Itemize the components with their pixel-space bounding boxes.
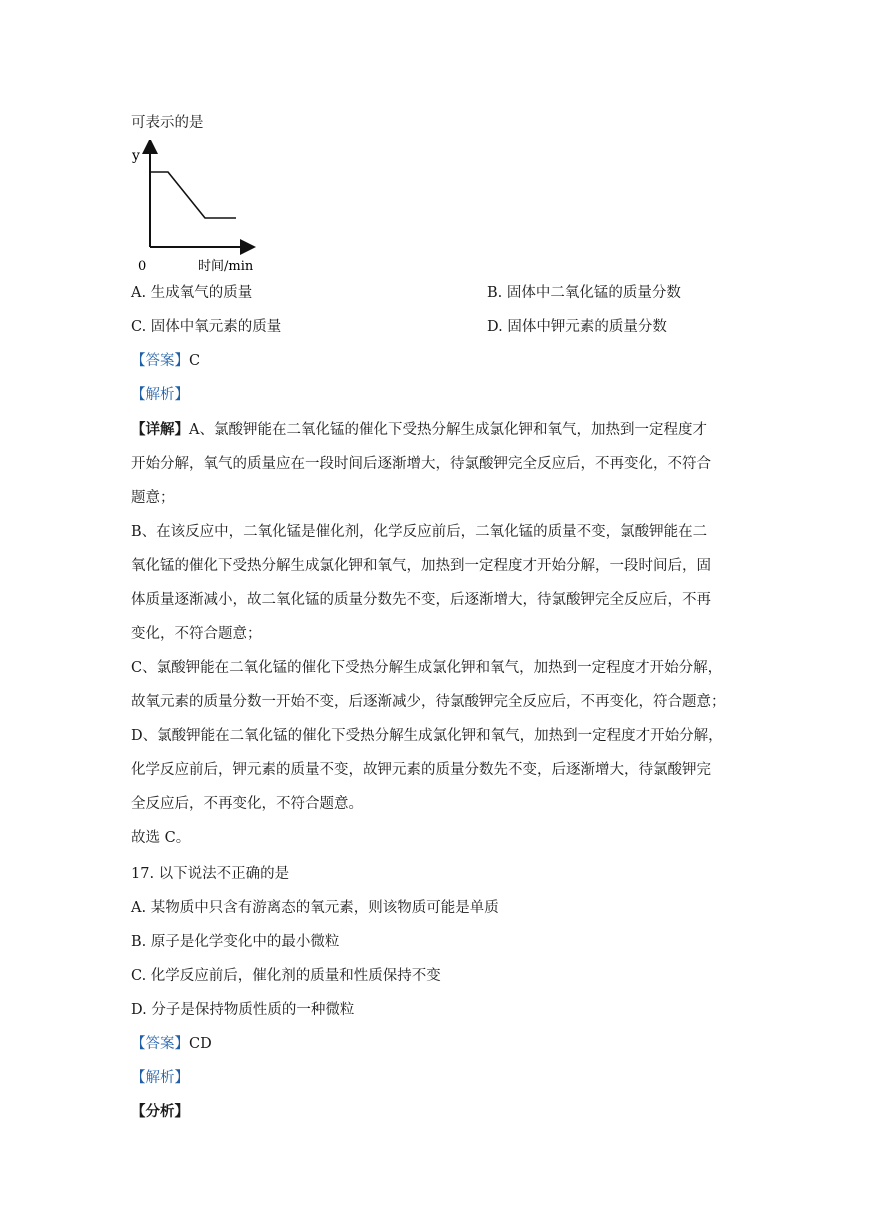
q17-answer-value: CD [189,1036,212,1052]
detail-line: 【详解】A、氯酸钾能在二氧化锰的催化下受热分解生成氯化钾和氧气，加热到一定程度才 [131,421,707,438]
origin-label: 0 [138,259,147,274]
option-b: B. 固体中二氧化锰的质量分数 [487,285,681,301]
x-axis-label: 时间/min [198,259,254,274]
answer-value: C [189,353,201,369]
question-17 [131,857,741,1129]
option-a: A. 生成氧气的质量 [131,285,253,301]
graph-svg [128,140,268,274]
detail-line: 全反应后，不再变化，不符合题意。 [131,796,363,812]
detail-line: 题意； [131,490,175,506]
option-c: C. 固体中氧元素的质量 [131,319,282,335]
detail-line: C、氯酸钾能在二氧化锰的催化下受热分解生成氯化钾和氧气，加热到一定程度才开始分解， [131,660,723,676]
detail-line: 变化，不符合题意； [131,626,262,642]
detail-line: B、在该反应中，二氧化锰是催化剂，化学反应前后，二氧化锰的质量不变，氯酸钾能在二 [131,524,708,540]
question-stem-tail: 可表示的是 [131,115,204,131]
answer-line [131,346,200,376]
option-d: D. 固体中钾元素的质量分数 [487,319,667,335]
q17-option-a: A. 某物质中只含有游离态的氧元素，则该物质可能是单质 [131,900,499,916]
answer-tag: 【答案】 [131,353,189,369]
q17-answer-line [131,1027,741,1061]
y-axis-label: y [132,148,140,164]
conclusion-line: 故选 C。 [131,830,191,846]
detail-paragraph [131,413,741,855]
detail-line: 故氧元素的质量分数一开始不变，后逐渐减少，待氯酸钾完全反应后，不再变化，符合题意； [131,694,726,710]
detail-line: 开始分解，氧气的质量应在一段时间后逐渐增大，待氯酸钾完全反应后，不再变化，不符合 [131,456,711,472]
q17-analysis-tag: 【解析】 [131,1070,189,1086]
q17-answer-tag: 【答案】 [131,1036,189,1052]
analysis-tag: 【解析】 [131,387,189,403]
y-vs-time-graph [128,140,268,278]
detail-line: 体质量逐渐减小，故二氧化锰的质量分数先不变，后逐渐增大，待氯酸钾完全反应后，不再 [131,592,711,608]
q17-fenxi-tag: 【分析】 [131,1103,189,1120]
q17-option-c: C. 化学反应前后，催化剂的质量和性质保持不变 [131,968,441,984]
detail-tag: 【详解】 [131,421,189,438]
detail-line: D、氯酸钾能在二氧化锰的催化下受热分解生成氯化钾和氧气，加热到一定程度才开始分解， [131,728,723,744]
detail-line: 氧化锰的催化下受热分解生成氯化钾和氧气，加热到一定程度才开始分解，一段时间后，固 [131,558,711,574]
detail-line: 化学反应前后，钾元素的质量不变，故钾元素的质量分数先不变，后逐渐增大，待氯酸钾完 [131,762,711,778]
q17-option-d: D. 分子是保持物质性质的一种微粒 [131,1002,355,1018]
graph-curve [150,172,236,218]
q17-option-b: B. 原子是化学变化中的最小微粒 [131,934,340,950]
question-17-stem: 17. 以下说法不正确的是 [131,866,290,882]
